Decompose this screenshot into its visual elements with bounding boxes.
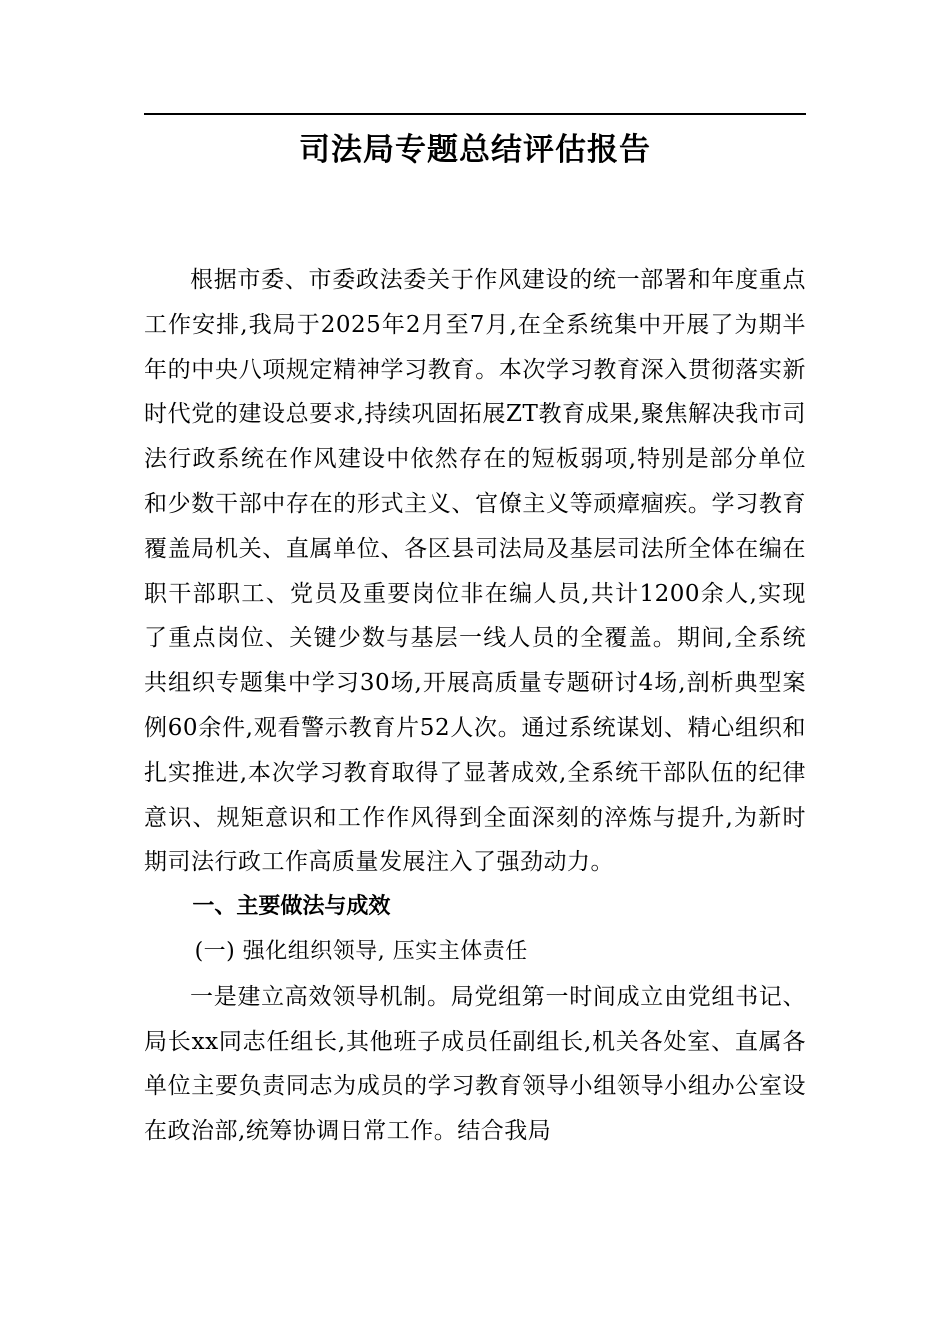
title-top-rule (144, 113, 806, 115)
document-title: 司法局专题总结评估报告 (299, 132, 651, 168)
section-heading-main-practices: 一、主要做法与成效 (192, 894, 391, 920)
document-body (144, 258, 806, 1154)
subsection-paragraph-leadership: 一是建立高效领导机制。局党组第一时间成立由党组书记、局长xx同志任组长,其他班子成员任副组长,机关各处室、直属各单位主要负责同志为成员的学习教育领导小组领导小组办公室设在政治部,统筹协调日常工作。结合我局 (144, 983, 806, 1145)
subsection-heading-organization: (一) 强化组织领导, 压实主体责任 (194, 938, 528, 964)
intro-paragraph: 根据市委、市委政法委关于作风建设的统一部署和年度重点工作安排,我局于2025年2月至7月,在全系统集中开展了为期半年的中央八项规定精神学习教育。本次学习教育深入贯彻落实新时代党的建设总要求,持续巩固拓展ZT教育成果,聚焦解决我市司法行政系统在作风建设中依然存在的短板弱项,特别是部分单位和少数干部中存在的形式主义、官僚主义等顽瘴痼疾。学习教育覆盖局机关、直属单位、各区县司法局及基层司法所全体在编在职干部职工、党员及重要岗位非在编人员,共计1200余人,实现了重点岗位、关键少数与基层一线人员的全覆盖。期间,全系统共组织专题集中学习30场,开展高质量专题研讨4场,剖析典型案例60余件,观看警示教育片52人次。通过系统谋划、精心组织和扎实推进,本次学习教育取得了显著成效,全系统干部队伍的纪律意识、规矩意识和工作作风得到全面深刻的淬炼与提升,为新时期司法行政工作高质量发展注入了强劲动力。 (144, 267, 806, 876)
